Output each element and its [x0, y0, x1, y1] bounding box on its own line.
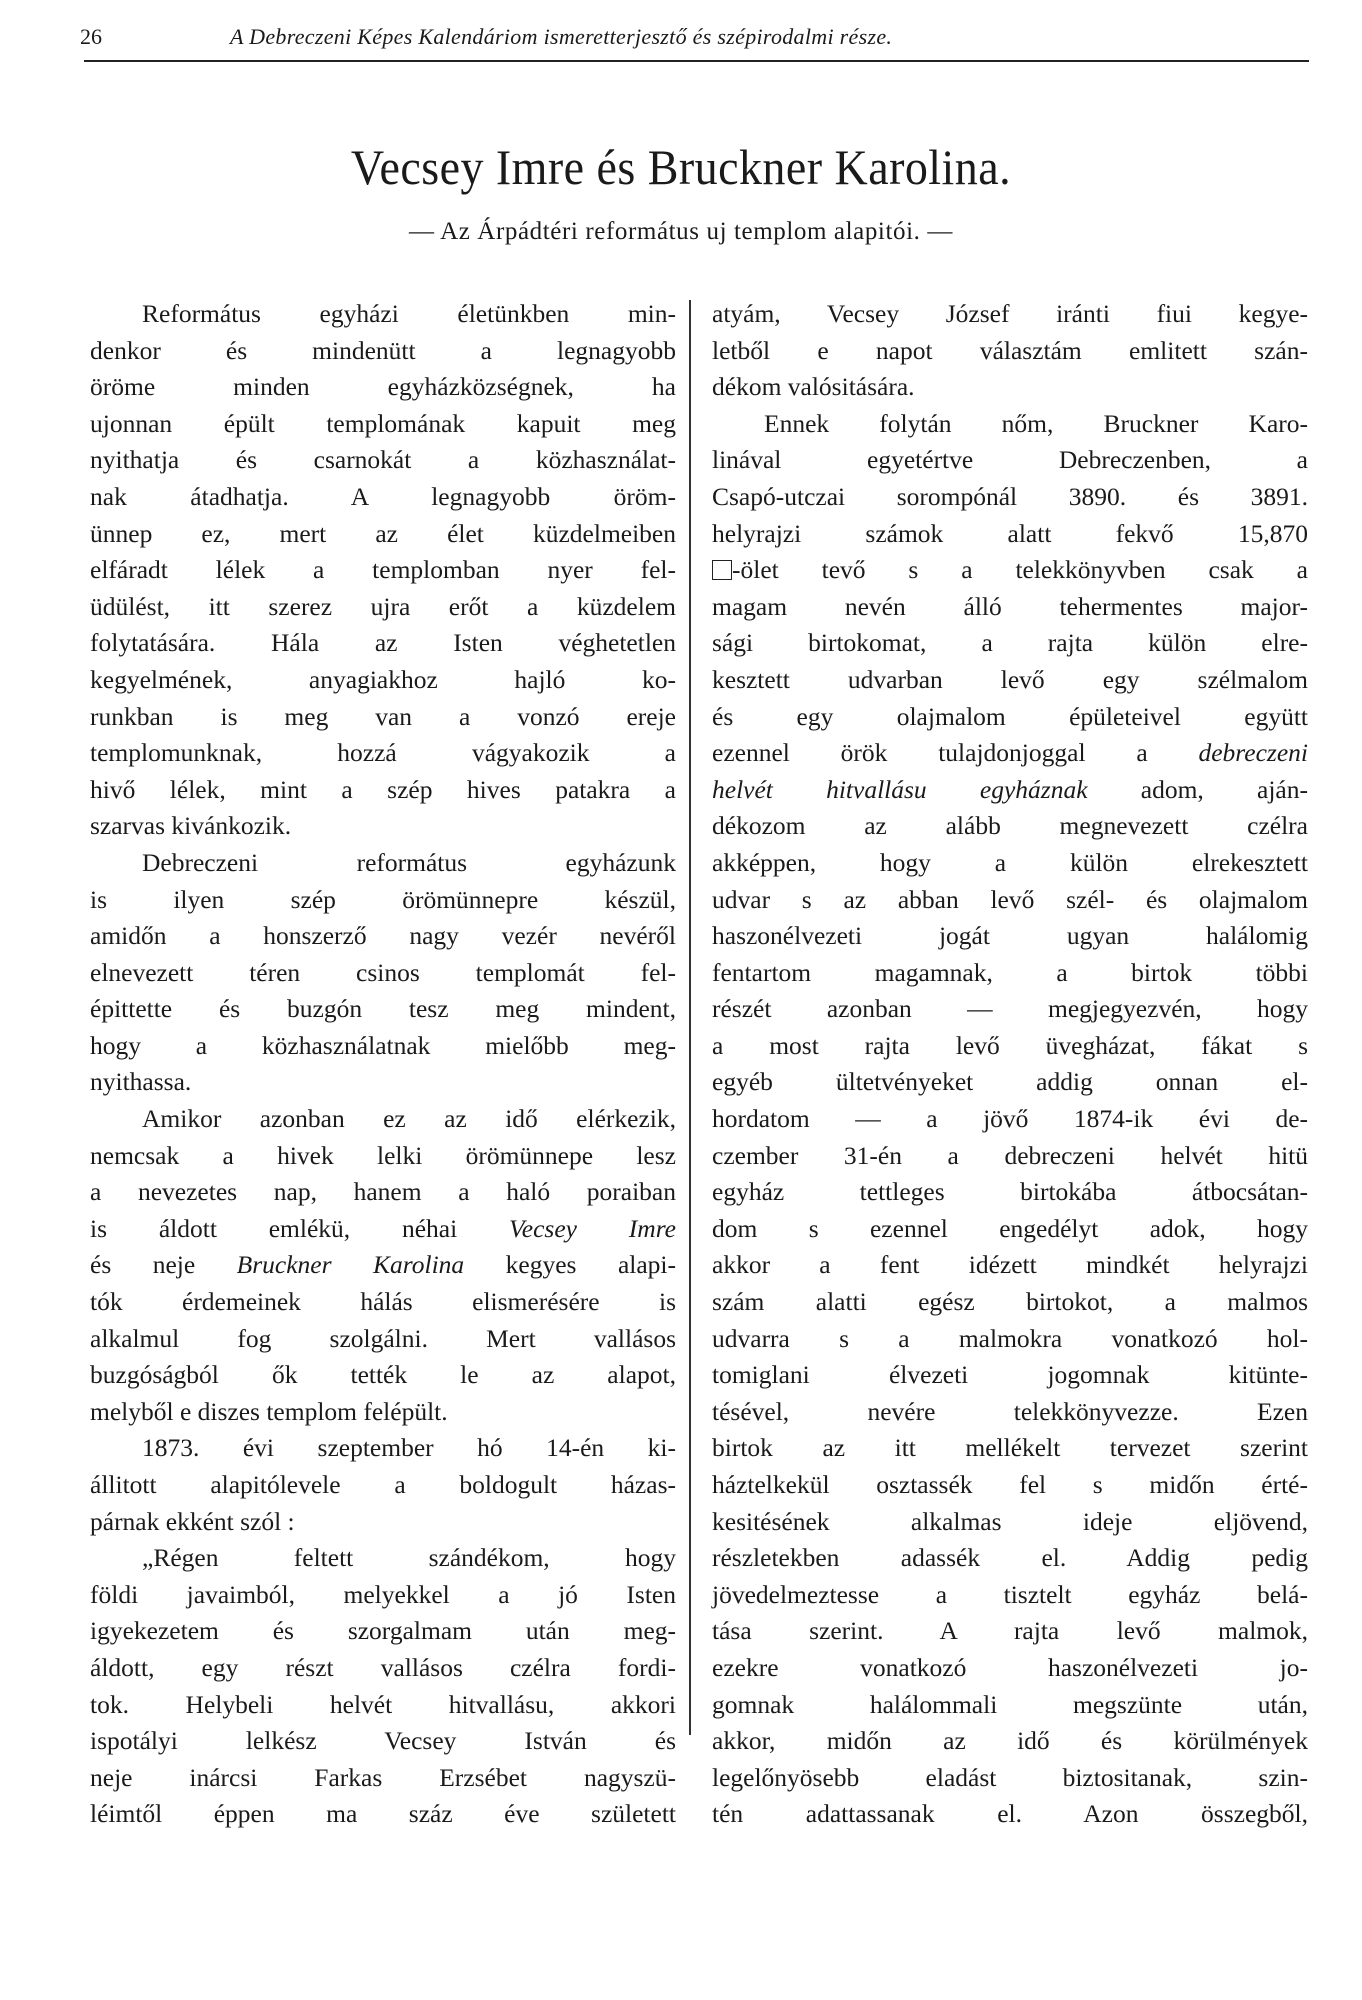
text-line: hivő lélek, mint a szép hives patakra a — [90, 774, 676, 804]
text-line: buzgóságból ők tették le az alapot, — [90, 1360, 676, 1390]
text-line: Debreczeni református egyházunk — [142, 847, 676, 877]
text-line: helvét hitvallásu egyháznak adom, aján- — [712, 774, 1308, 804]
text-line: legelőnyösebb eladást biztositanak, szin- — [712, 1762, 1308, 1792]
text-line: nemcsak a hivek lelki örömünnepe lesz — [90, 1140, 676, 1170]
text-line: denkor és mindenütt a legnagyobb — [90, 335, 676, 365]
text-line: kesztett udvarban levő egy szélmalom — [712, 664, 1308, 694]
text-line: letből e napot választám emlitett szán- — [712, 335, 1308, 365]
text-line: alkalmul fog szolgálni. Mert vallásos — [90, 1323, 676, 1353]
header-rule — [84, 60, 1309, 62]
text-line: háztelkekül osztassék fel s midőn érté- — [712, 1470, 1308, 1499]
text-line: léimtől éppen ma száz éve született — [90, 1799, 676, 1829]
running-title: A Debreczeni Képes Kalendáriom ismeretterjesztő és szépirodalmi része. — [230, 24, 893, 49]
text-line: czember 31-én a debreczeni helvét hitü — [712, 1140, 1308, 1170]
text-line: és neje Bruckner Karolina kegyes alapi- — [90, 1250, 676, 1280]
text-line: atyám, Vecsey József iránti fiui kegye- — [712, 299, 1308, 328]
text-line: tomiglani élvezeti jogomnak kitünte- — [712, 1360, 1308, 1390]
text-line: a most rajta levő üvegházat, fákat s — [712, 1030, 1308, 1060]
text-line: is ilyen szép örömünnepre készül, — [90, 884, 676, 914]
text-line: ezennel örök tulajdonjoggal a debreczeni — [712, 738, 1308, 768]
text-line: birtok az itt mellékelt tervezet szerint — [712, 1433, 1308, 1463]
text-line: akkor, midőn az idő és körülmények — [712, 1726, 1308, 1756]
text-line: Amikor azonban ez az idő elérkezik, — [142, 1104, 676, 1134]
text-line: 1873. évi szeptember hó 14-én ki- — [142, 1433, 676, 1463]
text-line: fentartom magamnak, a birtok többi — [712, 957, 1308, 987]
text-line: szám alatti egész birtokot, a malmos — [712, 1287, 1308, 1317]
text-line: Református egyházi életünkben min- — [142, 299, 676, 328]
text-line: részét azonban — megjegyezvén, hogy — [712, 994, 1308, 1024]
text-line: ezekre vonatkozó haszonélvezeti jo- — [712, 1652, 1308, 1682]
text-line: melyből e diszes templom felépült. — [90, 1396, 448, 1426]
text-line: állitott alapitólevele a boldogult házas- — [90, 1470, 676, 1499]
text-line: helyrajzi számok alatt fekvő 15,870 — [712, 518, 1308, 548]
text-line: szarvas kivánkozik. — [90, 811, 292, 841]
text-line: párnak ekként szól : — [90, 1506, 295, 1536]
text-line: „Régen feltett szándékom, hogy — [142, 1543, 676, 1573]
text-line: tén adattassanak el. Azon összegből, — [712, 1799, 1308, 1829]
text-line: haszonélvezeti jogát ugyan halálomig — [712, 921, 1308, 951]
text-line: részletekben adassék el. Addig pedig — [712, 1543, 1308, 1573]
text-line: nyithassa. — [90, 1067, 192, 1097]
text-line: földi javaimból, melyekkel a jó Isten — [90, 1579, 676, 1609]
text-line: dékozom az alább megnevezett czélra — [712, 811, 1308, 841]
text-line: amidőn a honszerző nagy vezér nevéről — [90, 921, 676, 951]
text-line: egyéb ültetvényeket addig onnan el- — [712, 1067, 1308, 1097]
text-line: tók érdemeinek hálás elismerésére is — [90, 1287, 676, 1317]
text-line: üdülést, itt szerez ujra erőt a küzdelem — [90, 591, 676, 621]
page-number: 26 — [80, 24, 102, 49]
text-line: udvarra s a malmokra vonatkozó hol- — [712, 1323, 1308, 1353]
text-line: ispotályi lelkész Vecsey István és — [90, 1726, 676, 1756]
text-line: öröme minden egyházközségnek, ha — [90, 372, 676, 402]
article-subtitle: — Az Árpádtéri református uj templom alapitói. — — [409, 218, 953, 245]
text-line: elfáradt lélek a templomban nyer fel- — [90, 555, 676, 585]
text-line: dom s ezennel engedélyt adok, hogy — [712, 1213, 1308, 1243]
text-line: dékom valósitására. — [712, 372, 915, 402]
column-divider — [689, 300, 691, 1735]
text-line: akkor a fent idézett mindkét helyrajzi — [712, 1250, 1308, 1280]
text-line: folytatására. Hála az Isten véghetetlen — [90, 628, 676, 658]
text-line: jövedelmeztesse a tisztelt egyház belá- — [712, 1579, 1308, 1609]
text-line: kegyelmének, anyagiakhoz hajló ko- — [90, 664, 676, 694]
text-line: elnevezett téren csinos templomát fel- — [90, 957, 676, 987]
text-line: runkban is meg van a vonzó ereje — [90, 701, 676, 731]
article-title: Vecsey Imre és Bruckner Karolina. — [350, 139, 1012, 195]
text-line: hordatom — a jövő 1874-ik évi de- — [712, 1104, 1308, 1134]
text-line: linával egyetértve Debreczenben, a — [712, 445, 1308, 475]
text-line: magam nevén álló tehermentes major- — [712, 591, 1308, 621]
text-line: neje inárcsi Farkas Erzsébet nagyszü- — [90, 1762, 676, 1792]
text-line: ujonnan épült templomának kapuit meg — [90, 408, 676, 438]
text-line: is áldott emlékü, néhai Vecsey Imre — [90, 1213, 677, 1243]
text-line: tésével, nevére telekkönyvezze. Ezen — [712, 1396, 1308, 1426]
text-line: nyithatja és csarnokát a közhasználat- — [90, 445, 676, 475]
text-line: udvar s az abban levő szél- és olajmalom — [712, 884, 1308, 914]
square-unit-icon — [712, 560, 732, 580]
text-line: igyekezetem és szorgalmam után meg- — [90, 1616, 676, 1646]
text-line: nak átadhatja. A legnagyobb öröm- — [90, 481, 676, 511]
text-line: kesitésének alkalmas ideje eljövend, — [712, 1506, 1308, 1536]
left-text-column — [90, 296, 676, 1833]
text-line: gomnak halálommali megszünte után, — [712, 1689, 1308, 1719]
text-line: áldott, egy részt vallásos czélra fordi- — [90, 1652, 676, 1682]
text-line: épittette és buzgón tesz meg mindent, — [90, 994, 676, 1024]
text-line: Ennek folytán nőm, Bruckner Karo- — [764, 408, 1308, 438]
text-line: Csapó-utczai sorompónál 3890. és 3891. — [712, 481, 1308, 511]
text-line: hogy a közhasználatnak mielőbb meg- — [90, 1030, 676, 1060]
text-line: akképpen, hogy a külön elrekesztett — [712, 847, 1308, 877]
text-line: tok. Helybeli helvét hitvallásu, akkori — [90, 1689, 676, 1719]
text-line: sági birtokomat, a rajta külön elre- — [712, 628, 1308, 658]
text-line: és egy olajmalom épületeivel együtt — [712, 701, 1308, 731]
right-text-column — [712, 296, 1308, 1833]
text-line: tása szerint. A rajta levő malmok, — [712, 1616, 1308, 1646]
text-line: a nevezetes nap, hanem a haló poraiban — [90, 1177, 676, 1207]
text-line: templomunknak, hozzá vágyakozik a — [90, 738, 676, 768]
text-line: ünnep ez, mert az élet küzdelmeiben — [90, 518, 676, 548]
running-header — [80, 24, 1310, 50]
text-line: egyház tettleges birtokába átbocsátan- — [712, 1177, 1308, 1207]
text-line: -ölet tevő s a telekkönyvben csak a — [712, 552, 1308, 589]
